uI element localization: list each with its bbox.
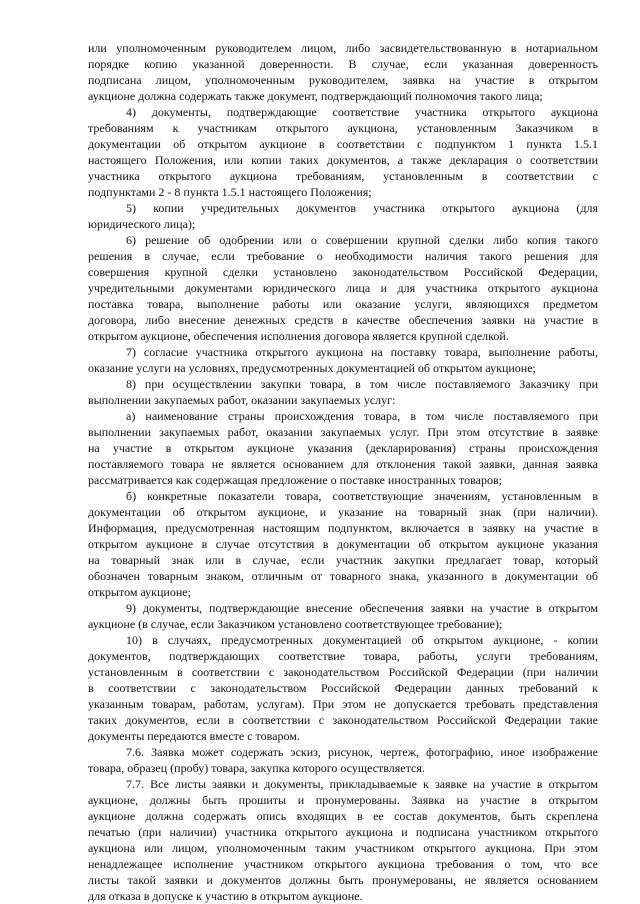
- text-line: в соответствии с законодательством Российской Федерации данных требований к: [88, 681, 598, 695]
- text-line: 6) решение об одобрении или о совершении крупной сделки либо копия такого: [126, 233, 598, 247]
- text-line: документов, подтверждающих соответствие товара, работы, услуги требованиям,: [88, 649, 598, 663]
- text-line: или уполномоченным руководителем лицом, либо засвидетельствованную в нотариальном: [88, 41, 598, 55]
- text-line: 9) документы, подтверждающие внесение обеспечения заявки на участие в открытом: [126, 601, 598, 615]
- text-line: настоящего Положения, или копии таких документов, а также декларация о соответствии: [88, 153, 598, 167]
- text-line: учредительными документами юридического лица и для участника открытого аукциона: [88, 281, 598, 295]
- text-line: аукционе должна содержать опись входящих в ее состав документов, быть скреплена: [88, 809, 598, 823]
- text-line: выполнении закупаемых работ, оказании закупаемых услуг. При этом отсутствие в заявке: [88, 425, 598, 439]
- text-line: на участие в открытом аукционе указания (декларирования) страны происхождения: [88, 441, 598, 455]
- text-line: открытом аукционе;: [88, 585, 191, 599]
- text-line: решения в случае, если требование о необходимости наличия такого решения для: [88, 249, 598, 263]
- text-line: таких документов, если в соответствии с законодательством Российской Федерации такие: [88, 713, 598, 727]
- text-line: указанным товарам, работам, услугам). При этом не допускается требовать представления: [88, 697, 598, 711]
- text-line: участника открытого аукциона требованиям, установленным в соответствии с: [88, 169, 598, 183]
- text-line: на товарный знак или в случае, если участник закупки предлагает товар, который: [88, 553, 598, 567]
- text-line: 8) при осуществлении закупки товара, в том числе поставляемого Заказчику при: [126, 377, 598, 391]
- text-line: а) наименование страны происхождения товара, в том числе поставляемого при: [126, 409, 598, 423]
- text-line: 5) копии учредительных документов участника открытого аукциона (для: [126, 201, 598, 215]
- text-line: аукционе должна содержать также документ, подтверждающий полномочия такого лица;: [88, 89, 543, 103]
- text-line: аукциона или лицом, уполномоченным таким участником открытого аукциона. При этом: [88, 841, 598, 855]
- text-line: ненадлежащее исполнение участником открытого аукциона требования о том, что все: [88, 857, 598, 871]
- text-line: 7.7. Все листы заявки и документы, прикладываемые к заявке на участие в открытом: [126, 777, 598, 791]
- text-line: документации об открытом аукционе, и указание на товарный знак (при наличии).: [88, 505, 598, 519]
- text-line: Информация, предусмотренная настоящим подпунктом, включается в заявку на участие в: [88, 521, 598, 535]
- text-line: выполнении закупаемых работ, оказании закупаемых услуг:: [88, 393, 396, 407]
- text-line: б) конкретные показатели товара, соответствующие значениям, установленным в: [126, 489, 598, 503]
- text-line: 7.6. Заявка может содержать эскиз, рисунок, чертеж, фотографию, иное изображение: [126, 745, 598, 759]
- text-line: 7) согласие участника открытого аукциона на поставку товара, выполнение работы,: [126, 345, 598, 359]
- text-line: печатью (при наличии) участника открытого аукциона и подписана участником открытого: [88, 825, 598, 839]
- text-line: подписана лицом, уполномоченным руководителем, заявка на участие в открытом: [88, 73, 598, 87]
- document-text: [88, 40, 598, 904]
- text-line: 10) в случаях, предусмотренных документацией об открытом аукционе, - копии: [126, 633, 598, 647]
- text-line: юридического лица);: [88, 217, 196, 231]
- text-line: аукционе, должны быть прошиты и пронумерованы. Заявка на участие в открытом: [88, 793, 598, 807]
- text-line: поставка товара, выполнение работы или оказание услуги, являющихся предметом: [88, 297, 598, 311]
- text-line: открытом аукционе, обеспечения исполнения договора является крупной сделкой.: [88, 329, 509, 343]
- text-line: требованиям к участникам открытого аукциона, установленным Заказчиком в: [88, 121, 598, 135]
- text-line: открытом аукционе в случае отсутствия в документации об открытом аукционе указания: [88, 537, 598, 551]
- text-line: порядке копию указанной доверенности. В случае, если указанная доверенность: [88, 57, 598, 71]
- text-line: совершения крупной сделки установлено законодательством Российской Федерации,: [88, 265, 598, 279]
- text-line: подпунктами 2 - 8 пункта 1.5.1 настоящего Положения;: [88, 185, 372, 199]
- text-line: листы такой заявки и документов должны быть пронумерованы, не является основанием: [88, 873, 598, 887]
- text-line: документации об открытом аукционе в соответствии с подпунктом 1 пункта 1.5.1: [88, 137, 598, 151]
- text-line: документы передаются вместе с товаром.: [88, 729, 300, 743]
- text-line: для отказа в допуске к участию в открытом аукционе.: [88, 889, 363, 903]
- text-line: 4) документы, подтверждающие соответствие участника открытого аукциона: [126, 105, 598, 119]
- text-line: поставляемого товара не является основанием для отклонения такой заявки, данная заявка: [88, 457, 598, 471]
- text-line: договора, либо внесение денежных средств в качестве обеспечения заявки на участие в: [88, 313, 598, 327]
- text-line: оказание услуги на условиях, предусмотренных документацией об открытом аукционе;: [88, 361, 536, 375]
- text-line: аукционе (в случае, если Заказчиком установлено соответствующее требование);: [88, 617, 503, 631]
- text-line: установленным в соответствии с законодательством Российской Федерации (при наличии: [88, 665, 598, 679]
- text-line: рассматривается как содержащая предложение о поставке иностранных товаров;: [88, 473, 502, 487]
- text-line: обозначен товарным знаком, отличным от товарного знака, указанного в документации об: [88, 569, 598, 583]
- text-line: товара, образец (пробу) товара, закупка которого осуществляется.: [88, 761, 425, 775]
